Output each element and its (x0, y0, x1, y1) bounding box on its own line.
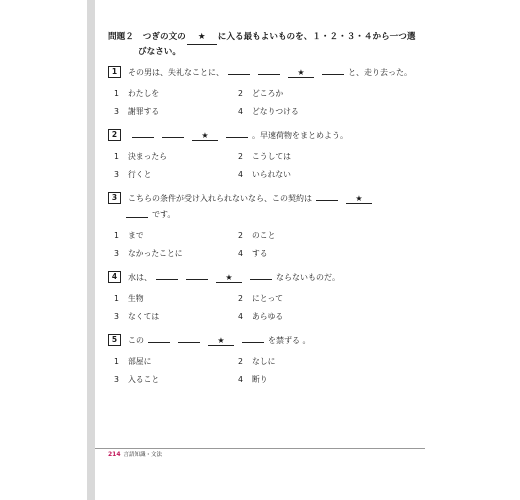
option-text: なしに (252, 357, 276, 366)
star-blank-marker: ★ (187, 30, 217, 45)
question-1 (108, 66, 418, 117)
answer-blank (258, 66, 280, 75)
answer-option-3[interactable] (114, 170, 238, 180)
option-number: 3 (114, 170, 119, 179)
option-text: わたしを (128, 89, 160, 98)
option-number: 3 (114, 312, 119, 321)
answer-options (108, 231, 418, 259)
question-text-after: ならないものだ。 (276, 273, 340, 282)
star-blank: ★ (346, 194, 372, 204)
option-number: 2 (238, 152, 243, 161)
star-blank: ★ (192, 131, 218, 141)
answer-blank (148, 334, 170, 343)
answer-blank (316, 192, 338, 201)
option-text: 決まったら (128, 152, 167, 161)
option-number: 3 (114, 107, 119, 116)
option-number: 4 (238, 249, 243, 258)
answer-options (108, 294, 418, 322)
answer-blank (132, 129, 154, 138)
answer-option-2[interactable] (238, 89, 362, 99)
option-text: いられない (252, 170, 291, 179)
instruction-heading (108, 30, 428, 59)
page-spine-shadow (87, 0, 95, 500)
option-number: 3 (114, 375, 119, 384)
option-number: 2 (238, 231, 243, 240)
option-text: なかったことに (128, 249, 183, 258)
answer-blank (186, 271, 208, 280)
option-text: 行くと (128, 170, 152, 179)
answer-option-4[interactable] (238, 375, 362, 385)
option-text: なくては (128, 312, 160, 321)
answer-option-4[interactable] (238, 170, 362, 180)
option-text: あらゆる (252, 312, 284, 321)
answer-blank (178, 334, 200, 343)
question-4 (108, 271, 418, 322)
answer-blank (228, 66, 250, 75)
star-blank: ★ (208, 336, 234, 346)
problem-number: 問題２ (108, 32, 134, 42)
answer-options (108, 357, 418, 385)
answer-blank (226, 129, 248, 138)
option-text: どなりつける (252, 107, 299, 116)
option-number: 1 (114, 231, 119, 240)
answer-option-4[interactable] (238, 249, 362, 259)
question-continuation: です。 (152, 210, 176, 219)
answer-option-1[interactable] (114, 152, 238, 162)
answer-option-3[interactable] (114, 249, 238, 259)
answer-blank (162, 129, 184, 138)
answer-option-2[interactable] (238, 294, 362, 304)
option-number: 4 (238, 375, 243, 384)
answer-option-2[interactable] (238, 357, 362, 367)
question-3 (108, 192, 418, 259)
option-text: のこと (252, 231, 276, 240)
question-number-box: 3 (108, 192, 121, 204)
answer-option-1[interactable] (114, 294, 238, 304)
answer-option-3[interactable] (114, 107, 238, 117)
option-number: 2 (238, 294, 243, 303)
question-text-before: こちらの条件が受け入れられないなら、この契約は (128, 194, 312, 203)
star-blank: ★ (288, 68, 314, 78)
option-text: 生物 (128, 294, 144, 303)
question-5 (108, 334, 418, 385)
question-text-after: 。早速荷物をまとめよう。 (252, 131, 348, 140)
question-text-before: 水は、 (128, 273, 152, 282)
answer-option-3[interactable] (114, 375, 238, 385)
option-text: 断り (252, 375, 268, 384)
option-text: にとって (252, 294, 284, 303)
option-text: 部屋に (128, 357, 152, 366)
question-text-before: その男は、失礼なことに、 (128, 68, 224, 77)
option-number: 4 (238, 312, 243, 321)
option-number: 1 (114, 152, 119, 161)
option-text: 入ること (128, 375, 160, 384)
question-text-before: この (128, 336, 144, 345)
option-number: 1 (114, 89, 119, 98)
section-name: 言語知識・文法 (123, 452, 163, 458)
option-number: 4 (238, 107, 243, 116)
answer-option-1[interactable] (114, 231, 238, 241)
option-number: 3 (114, 249, 119, 258)
option-number: 2 (238, 89, 243, 98)
question-number-box: 1 (108, 66, 121, 78)
answer-option-3[interactable] (114, 312, 238, 322)
option-text: まで (128, 231, 144, 240)
question-2 (108, 129, 418, 180)
option-number: 4 (238, 170, 243, 179)
question-number-box: 2 (108, 129, 121, 141)
answer-blank (156, 271, 178, 280)
answer-option-1[interactable] (114, 357, 238, 367)
answer-blank (126, 209, 148, 218)
answer-blank (322, 66, 344, 75)
option-number: 2 (238, 357, 243, 366)
answer-option-2[interactable] (238, 231, 362, 241)
option-text: こうしては (252, 152, 291, 161)
instruction-text-before: つぎの文の (142, 32, 186, 42)
option-number: 1 (114, 357, 119, 366)
page-number: 214 (108, 450, 121, 458)
answer-blank (250, 271, 272, 280)
answer-options (108, 152, 418, 180)
answer-option-1[interactable] (114, 89, 238, 99)
star-blank: ★ (216, 273, 242, 283)
footer-divider (95, 448, 425, 449)
question-number-box: 5 (108, 334, 121, 346)
question-text-after: を禁ずる 。 (268, 336, 311, 345)
answer-option-2[interactable] (238, 152, 362, 162)
answer-options (108, 89, 418, 117)
option-text: 謝罪する (128, 107, 160, 116)
answer-blank (242, 334, 264, 343)
option-text: する (252, 249, 268, 258)
option-text: どころか (252, 89, 284, 98)
answer-option-4[interactable] (238, 312, 362, 322)
instruction-text-after: に入る最もよいものを、１・２・３・４から一つ選 (217, 32, 416, 42)
answer-option-4[interactable] (238, 107, 362, 117)
question-text-after: と、走り去った。 (348, 68, 412, 77)
option-number: 1 (114, 294, 119, 303)
question-number-box: 4 (108, 271, 121, 283)
page-footer (108, 450, 162, 458)
instruction-line2: びなさい。 (138, 47, 181, 57)
